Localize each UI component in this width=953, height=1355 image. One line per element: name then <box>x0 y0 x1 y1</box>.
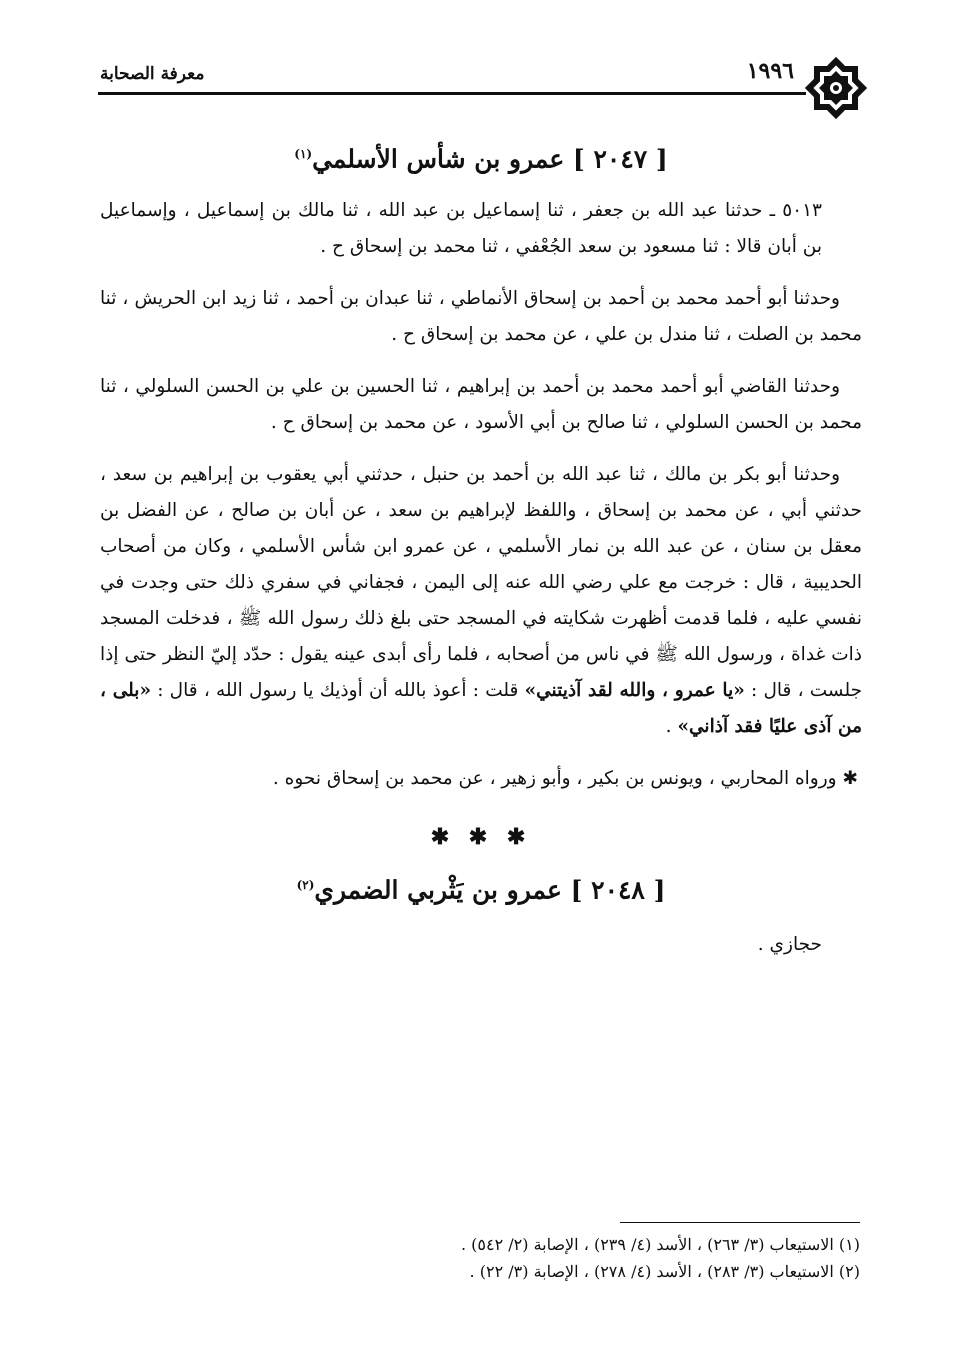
entry-heading-text: [ ٢٠٤٨ ] عمرو بن يَثْربي الضمري <box>314 875 666 905</box>
hadith-narration-cont: قلت : أعوذ بالله أن أوذيك يا رسول الله ، قال : <box>157 680 519 702</box>
hadith-end: . <box>665 716 672 738</box>
footnotes <box>100 1222 860 1285</box>
running-header <box>98 52 868 132</box>
paragraph-hadith <box>100 457 862 745</box>
entry-heading-2047 <box>100 134 862 179</box>
paragraph-isnad-3: وحدثنا القاضي أبو أحمد محمد بن أحمد بن إبراهيم ، ثنا الحسين بن علي بن الحسن السلولي ، ثنا محمد بن الحسن السلولي ، ثنا صالح بن أبي الأسود ، عن محمد بن إسحاق ح . <box>100 376 862 434</box>
footnote-1: (١) الاستيعاب (٣/ ٢٦٣) ، الأسد (٤/ ٢٣٩) ، الإصابة (٢/ ٥٤٢) . <box>460 1235 860 1254</box>
footnote-rule <box>620 1222 860 1223</box>
page-number: ١٩٩٦ <box>746 58 794 84</box>
footnote-ref: (٢) <box>296 878 315 893</box>
main-content <box>100 134 862 963</box>
paragraph-isnad-1: ٥٠١٣ ـ حدثنا عبد الله بن جعفر ، ثنا إسماعيل بن عبد الله ، ثنا مالك بن إسماعيل ، وإسماعيل بن أبان قالا : ثنا مسعود بن سعد الجُعْفي ، ثنا محمد بن إسحاق ح . <box>100 200 822 258</box>
prophetic-quote-1: «يا عمرو ، والله لقد آذيتني» <box>524 680 745 702</box>
octagonal-star-ornament-icon <box>804 52 868 124</box>
hadith-narration: وحدثنا أبو بكر بن مالك ، ثنا عبد الله بن أحمد بن حنبل ، حدثني أبي يعقوب بن إبراهيم بن سعد ، حدثني أبي ، عن محمد بن إسحاق ، واللفظ لإبراهيم بن سعد ، عن أبان بن صالح ، عن الفضل بن معقل بن سنان ، عن عبد الله بن نمار الأسلمي ، عن عمرو ابن شأس الأسلمي ، وكان من أصحاب الحديبية ، قال : خرجت مع علي رضي الله عنه إلى اليمن ، فجفاني في سفري ذلك حتى وجدت في نفسي عليه ، فلما قدمت أظهرت شكايته في المسجد حتى بلغ ذلك رسول الله ﷺ ، فدخلت المسجد ذات غداة ، ورسول الله ﷺ في ناس من أصحابه ، فلما رأى أبدى عينه يقول : حدّد إليّ النظر حتى إذا جلست ، قال : <box>100 464 862 702</box>
entry-heading-text: [ ٢٠٤٧ ] عمرو بن شأس الأسلمي <box>312 144 668 174</box>
paragraph-isnad-2: وحدثنا أبو أحمد محمد بن أحمد بن إسحاق الأنماطي ، ثنا عبدان بن أحمد ، ثنا زيد ابن الحريش ، ثنا محمد بن الصلت ، ثنا مندل بن علي ، عن محمد بن إسحاق ح . <box>100 288 862 346</box>
book-title: معرفة الصحابة <box>100 64 205 84</box>
prophetic-quote-2: «بلى ، من آذى عليًا فقد آذاني» <box>100 680 862 738</box>
narration-note: ✱ ورواه المحاربي ، ويونس بن بكير ، وأبو زهير ، عن محمد بن إسحاق نحوه . <box>272 768 858 790</box>
section-separator: ✱ ✱ ✱ <box>430 824 532 851</box>
footnote-ref: (١) <box>294 147 313 161</box>
entry-heading-2048 <box>100 865 862 910</box>
paragraph-origin: حجازي . <box>757 933 822 955</box>
header-rule <box>98 92 806 95</box>
footnote-2: (٢) الاستيعاب (٣/ ٢٨٣) ، الأسد (٤/ ٢٧٨) ، الإصابة (٣/ ٢٢) . <box>469 1262 860 1281</box>
